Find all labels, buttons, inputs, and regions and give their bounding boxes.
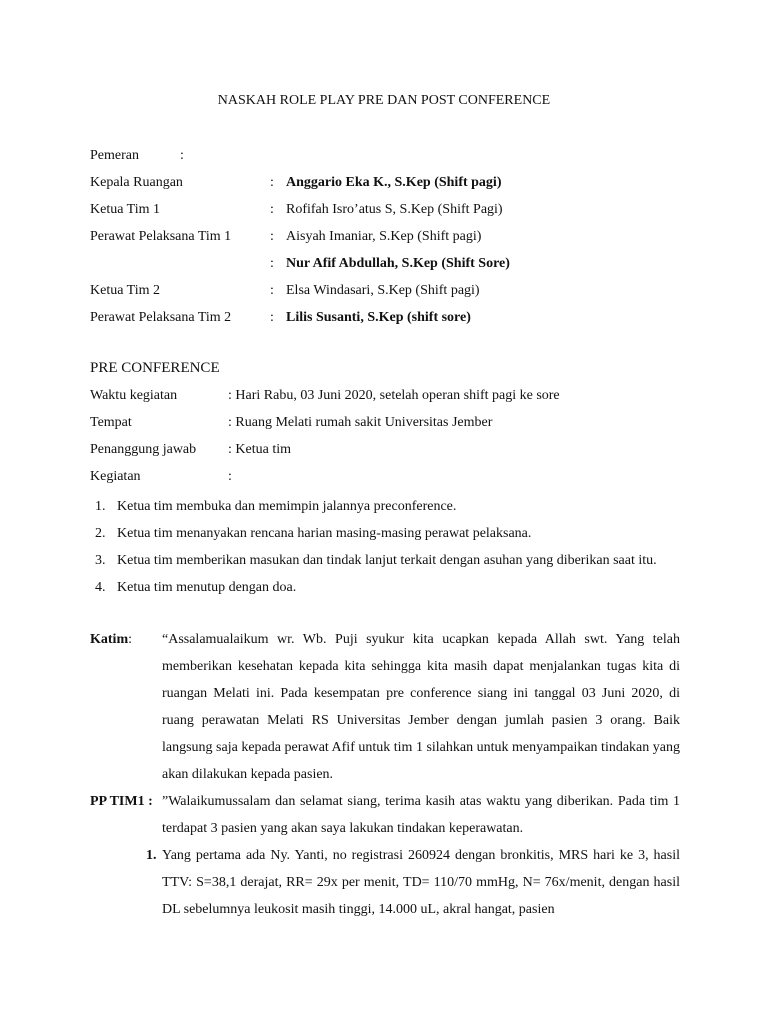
cast-header-row bbox=[90, 146, 690, 173]
cast-row: Kepala Ruangan : Anggario Eka K., S.Kep (Shift pagi) bbox=[90, 173, 690, 200]
cast-header-label: Pemeran bbox=[90, 148, 139, 163]
patient-list bbox=[146, 842, 680, 923]
cast-name: Rofifah Isro’atus S, S.Kep (Shift Pagi) bbox=[286, 202, 503, 217]
cast-role: Kepala Ruangan bbox=[90, 175, 183, 190]
cast-list bbox=[90, 146, 690, 335]
cast-name: Nur Afif Abdullah, S.Kep (Shift Sore) bbox=[286, 256, 510, 271]
list-item-text: Ketua tim memberikan masukan dan tindak lanjut terkait dengan asuhan yang diberikan saat itu. bbox=[117, 553, 657, 568]
cast-role: Ketua Tim 1 bbox=[90, 202, 161, 217]
activity-info bbox=[90, 386, 690, 494]
list-item: 1. Ketua tim membuka dan memimpin jalannya preconference. bbox=[95, 499, 457, 514]
cast-row: : Nur Afif Abdullah, S.Kep (Shift Sore) bbox=[90, 254, 690, 281]
info-value: : Ketua tim bbox=[228, 442, 291, 457]
info-value: : Hari Rabu, 03 Juni 2020, setelah operan shift pagi ke sore bbox=[228, 388, 560, 403]
pp-tim1-dialog bbox=[90, 788, 680, 842]
cast-role: Perawat Pelaksana Tim 1 bbox=[90, 229, 232, 244]
list-item-text: Ketua tim menutup dengan doa. bbox=[117, 580, 297, 595]
cast-name: Lilis Susanti, S.Kep (shift sore) bbox=[286, 310, 471, 325]
list-item-text: Ketua tim membuka dan memimpin jalannya preconference. bbox=[117, 499, 457, 514]
speaker-label: PP TIM1 : bbox=[90, 794, 153, 809]
info-value: : bbox=[228, 469, 232, 484]
cast-row: Perawat Pelaksana Tim 2 : Lilis Susanti, S.Kep (shift sore) bbox=[90, 308, 690, 335]
info-label: Penanggung jawab bbox=[90, 442, 197, 457]
cast-role: Perawat Pelaksana Tim 2 bbox=[90, 310, 232, 325]
list-item-text: Yang pertama ada Ny. Yanti, no registrasi 260924 dengan bronkitis, MRS hari ke 3, hasil TTV: S=38,1 derajat, RR= 29x per menit, TD= 110/70 mmHg, N= 76x/menit, dengan hasil DL sebelumnya leukosit masih tinggi, 14.000 uL, akral hangat, pasien bbox=[162, 848, 680, 917]
cast-header-colon: : bbox=[180, 148, 184, 163]
cast-name: Aisyah Imaniar, S.Kep (Shift pagi) bbox=[286, 229, 482, 244]
info-row bbox=[90, 386, 690, 413]
activity-steps bbox=[90, 493, 680, 601]
cast-row: Perawat Pelaksana Tim 1 : Aisyah Imaniar, S.Kep (Shift pagi) bbox=[90, 227, 690, 254]
info-row bbox=[90, 440, 690, 467]
katim-dialog bbox=[90, 626, 680, 788]
cast-name: Anggario Eka K., S.Kep (Shift pagi) bbox=[286, 175, 502, 190]
list-item: 2. Ketua tim menanyakan rencana harian masing-masing perawat pelaksana. bbox=[95, 526, 532, 541]
dialog-text: “Assalamualaikum wr. Wb. Puji syukur kita ucapkan kepada Allah swt. Yang telah memberikan kesehatan kepada kita sehingga kita masih dapat menjalankan tugas kita di ruangan Melati ini. Pada kesempatan pre conference siang ini tanggal 03 Juni 2020, di ruang perawatan Melati RS Universitas Jember dengan jumlah pasien 3 orang. Baik langsung saja kepada perawat Afif untuk tim 1 silahkan untuk menyampaikan tindakan yang akan dilakukan kepada pasien. bbox=[162, 632, 680, 782]
info-row bbox=[90, 467, 690, 494]
info-label: Kegiatan bbox=[90, 469, 141, 484]
list-item: 4. Ketua tim menutup dengan doa. bbox=[95, 580, 297, 595]
list-item: 1. Yang pertama ada Ny. Yanti, no registrasi 260924 dengan bronkitis, MRS hari ke 3, hasil TTV: S=38,1 derajat, RR= 29x per menit, TD= 110/70 mmHg, N= 76x/menit, dengan hasil DL sebelumnya leukosit masih tinggi, 14.000 uL, akral hangat, pasien bbox=[146, 848, 680, 917]
dialog-text: ”Walaikumussalam dan selamat siang, terima kasih atas waktu yang diberikan. Pada tim 1 terdapat 3 pasien yang akan saya lakukan tindakan keperawatan. bbox=[162, 794, 680, 836]
cast-row: Ketua Tim 2 : Elsa Windasari, S.Kep (Shift pagi) bbox=[90, 281, 690, 308]
speaker-label: Katim: bbox=[90, 632, 132, 647]
list-item-text: Ketua tim menanyakan rencana harian masing-masing perawat pelaksana. bbox=[117, 526, 532, 541]
section-heading: PRE CONFERENCE bbox=[90, 360, 220, 376]
info-value: : Ruang Melati rumah sakit Universitas Jember bbox=[228, 415, 493, 430]
list-item: 3. Ketua tim memberikan masukan dan tindak lanjut terkait dengan asuhan yang diberikan saat itu. bbox=[95, 553, 657, 568]
cast-row: Ketua Tim 1 : Rofifah Isro’atus S, S.Kep (Shift Pagi) bbox=[90, 200, 690, 227]
info-row bbox=[90, 413, 690, 440]
cast-name: Elsa Windasari, S.Kep (Shift pagi) bbox=[286, 283, 480, 298]
info-label: Tempat bbox=[90, 415, 132, 430]
document-title: NASKAH ROLE PLAY PRE DAN POST CONFERENCE bbox=[217, 93, 551, 108]
info-label: Waktu kegiatan bbox=[90, 388, 178, 403]
cast-role: Ketua Tim 2 bbox=[90, 283, 161, 298]
